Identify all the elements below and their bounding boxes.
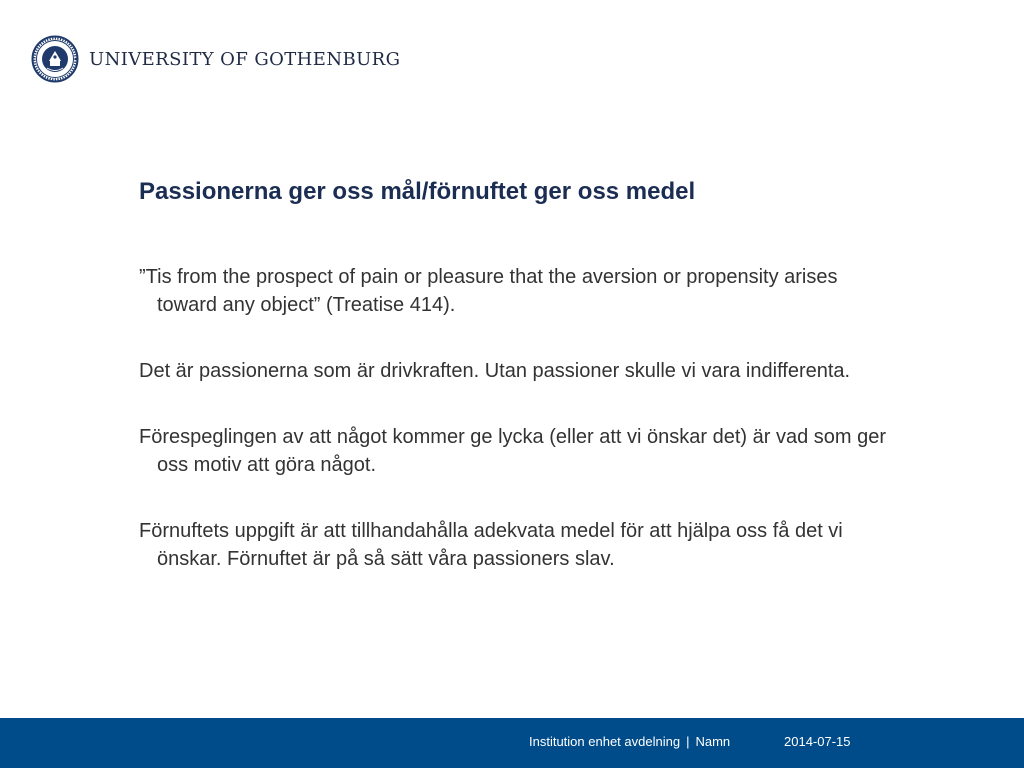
footer-name: Namn <box>695 734 731 749</box>
university-logo <box>31 34 400 84</box>
footer-bar <box>0 718 1024 768</box>
university-name: UNIVERSITY OF GOTHENBURG <box>89 48 401 70</box>
slide-body <box>139 263 899 611</box>
paragraph-quote: ”Tis from the prospect of pain or pleasure that the aversion or propensity arises toward any object” (Treatise 414). <box>139 266 838 316</box>
paragraph-motive: Förespeglingen av att något kommer ge lycka (eller att vi önskar det) är vad som ger oss motiv att göra något. <box>139 426 887 476</box>
footer-institution: Institution enhet avdelning <box>529 734 681 749</box>
paragraph-reason-slave: Förnuftets uppgift är att tillhandahålla adekvata medel för att hjälpa oss få det vi önskar. Förnuftet är på så sätt våra passioners slav. <box>139 520 843 570</box>
university-seal-icon <box>31 35 79 83</box>
footer-separator: | <box>686 734 690 749</box>
footer-info <box>529 734 730 749</box>
footer-date: 2014-07-15 <box>784 734 851 749</box>
slide-title: Passionerna ger oss mål/förnuftet ger oss medel <box>139 178 696 205</box>
paragraph-driving-force: Det är passionerna som är drivkraften. Utan passioner skulle vi vara indifferenta. <box>139 360 851 382</box>
